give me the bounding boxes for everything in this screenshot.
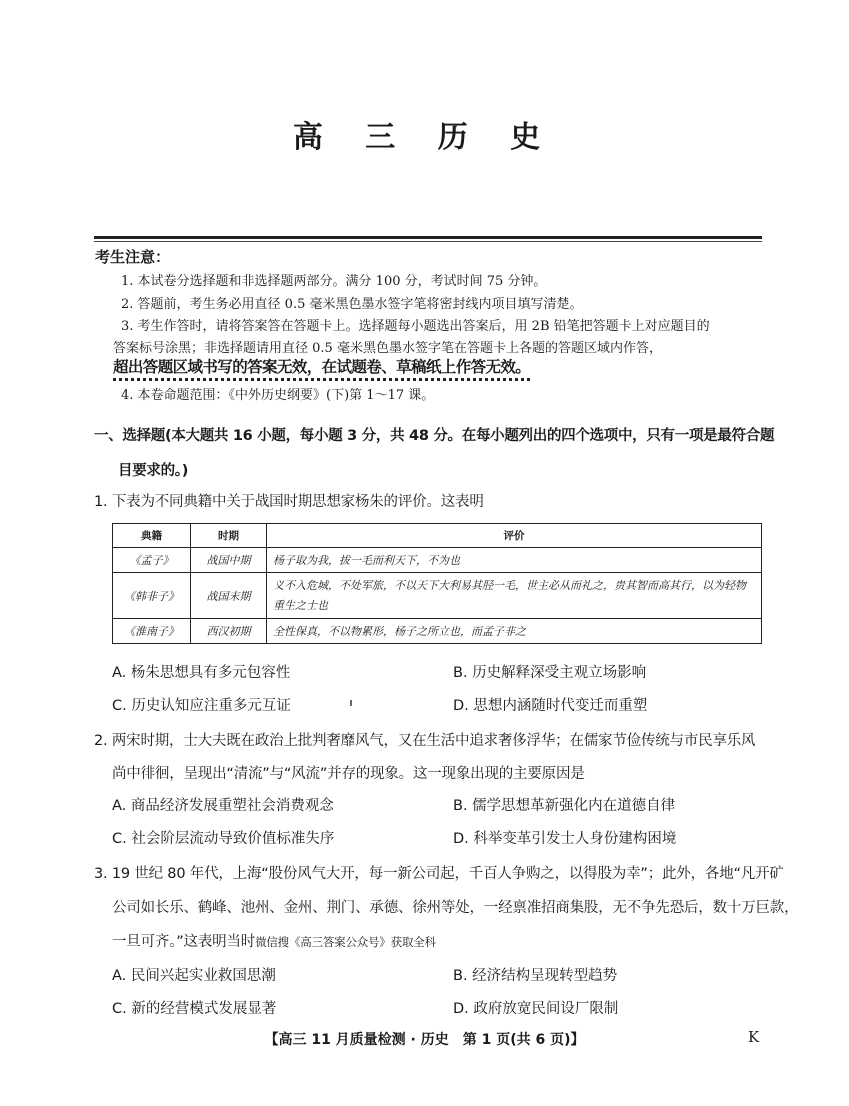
table-cell-book: 《淮南子》 bbox=[113, 619, 191, 644]
section-heading-line-1: 一、选择题(本大题共 16 小题，每小题 3 分，共 48 分。在每小题列出的四个选项中，只有一项是最符合题 bbox=[94, 428, 775, 444]
table-header-cell: 典籍 bbox=[113, 524, 191, 548]
table-row bbox=[113, 619, 762, 644]
page-title: 高 三 历 史 bbox=[292, 120, 557, 155]
notice-emphasis-text: 超出答题区域书写的答案无效，在试题卷、草稿纸上作答无效。 bbox=[113, 358, 530, 381]
q1-stem: 1. 下表为不同典籍中关于战国时期思想家杨朱的评价。这表明 bbox=[94, 494, 484, 510]
table-cell-eval: 全性保真，不以物累形，杨子之所立也，而孟子非之 bbox=[267, 619, 762, 644]
q1-option-b: B. 历史解释深受主观立场影响 bbox=[453, 665, 647, 681]
q3-option-c: C. 新的经营模式发展显著 bbox=[112, 1001, 277, 1017]
notice-item-4: 4. 本卷命题范围：《中外历史纲要》(下)第 1～17 课。 bbox=[121, 388, 435, 403]
notice-item-3-line-3 bbox=[113, 355, 530, 377]
table-cell-book: 《韩非子》 bbox=[113, 573, 191, 619]
q1-option-c: C. 历史认知应注重多元互证 bbox=[112, 698, 291, 714]
q1-option-d: D. 思想内涵随时代变迁而重塑 bbox=[453, 698, 648, 714]
q3-stem-text: 一旦可齐。”这表明当时 bbox=[112, 934, 256, 950]
table-header-cell: 评价 bbox=[267, 524, 762, 548]
q2-option-c: C. 社会阶层流动导致价值标准失序 bbox=[112, 831, 335, 847]
header-divider-thick bbox=[94, 236, 762, 239]
notice-item-1: 1. 本试卷分选择题和非选择题两部分。满分 100 分，考试时间 75 分钟。 bbox=[121, 274, 547, 289]
table-cell-eval: 义不入危城，不处军旅，不以天下大利易其胫一毛，世主必从而礼之，贵其智而高其行，以为轻物重生之士也 bbox=[267, 573, 762, 619]
table-row bbox=[113, 548, 762, 573]
table-header-cell: 时期 bbox=[191, 524, 267, 548]
q2-option-d: D. 科举变革引发士人身份建构困境 bbox=[453, 831, 677, 847]
notice-item-2: 2. 答题前，考生务必用直径 0.5 毫米黑色墨水签字笔将密封线内项目填写清楚。 bbox=[121, 297, 583, 312]
table-cell-eval: 杨子取为我，拔一毛而利天下，不为也 bbox=[267, 548, 762, 573]
q2-option-a: A. 商品经济发展重塑社会消费观念 bbox=[112, 798, 334, 814]
q3-stem-line-3 bbox=[112, 930, 436, 951]
notice-heading: 考生注意： bbox=[95, 248, 171, 266]
q2-stem-line-2: 尚中徘徊，呈现出“清流”与“风流”并存的现象。这一现象出现的主要原因是 bbox=[112, 766, 585, 782]
q1-table bbox=[112, 523, 762, 644]
scan-speck bbox=[350, 700, 352, 706]
q3-option-b: B. 经济结构呈现转型趋势 bbox=[453, 968, 618, 984]
table-cell-period: 战国末期 bbox=[191, 573, 267, 619]
table-cell-book: 《孟子》 bbox=[113, 548, 191, 573]
table-row bbox=[113, 573, 762, 619]
q3-option-a: A. 民间兴起实业救国思潮 bbox=[112, 968, 276, 984]
table-cell-period: 西汉初期 bbox=[191, 619, 267, 644]
notice-item-3-line-1: 3. 考生作答时，请将答案答在答题卡上。选择题每小题选出答案后，用 2B 铅笔把答题卡上对应题目的 bbox=[121, 319, 710, 334]
q3-stem-line-2: 公司如长乐、鹤峰、池州、金州、荆门、承德、徐州等处，一经禀准招商集股，无不争先恐后，数十万巨款， bbox=[112, 900, 799, 916]
q3-option-d: D. 政府放宽民间设厂限制 bbox=[453, 1001, 619, 1017]
paper-code: K bbox=[748, 1028, 760, 1046]
q1-option-a: A. 杨朱思想具有多元包容性 bbox=[112, 665, 291, 681]
q3-stem-line-1: 3. 19 世纪 80 年代，上海“股份风气大开，每一新公司起，千百人争购之，以得股为幸”；此外，各地“凡开矿 bbox=[94, 866, 784, 882]
q2-option-b: B. 儒学思想革新强化内在道德自律 bbox=[453, 798, 676, 814]
table-header-row bbox=[113, 524, 762, 548]
watermark-note: 微信搜《高三答案公众号》获取全科 bbox=[255, 935, 436, 949]
header-divider-thin bbox=[94, 241, 762, 242]
page-footer: 【高三 11 月质量检测 · 历史 第 1 页(共 6 页)】 bbox=[264, 1032, 585, 1048]
notice-item-3-line-2: 答案标号涂黑；非选择题请用直径 0.5 毫米黑色墨水签字笔在答题卡上各题的答题区域内作答， bbox=[113, 341, 662, 356]
q2-stem-line-1: 2. 两宋时期，士大夫既在政治上批判奢靡风气，又在生活中追求奢侈浮华；在儒家节俭传统与市民享乐风 bbox=[94, 733, 756, 749]
section-heading-line-2: 目要求的。) bbox=[118, 463, 189, 479]
table-cell-period: 战国中期 bbox=[191, 548, 267, 573]
